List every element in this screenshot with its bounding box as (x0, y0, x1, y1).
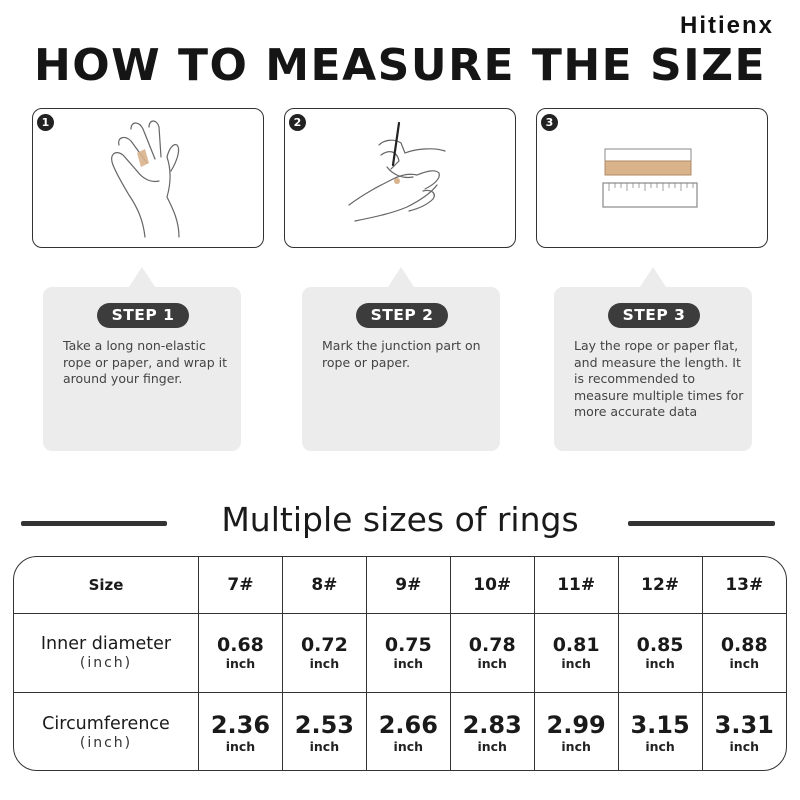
inner-diameter-cell (366, 613, 450, 692)
size-label: 8# (311, 574, 338, 595)
unit-label: inch (729, 738, 760, 754)
circumference-unit-label: (inch) (79, 734, 133, 751)
unit-label: inch (561, 738, 591, 754)
ruler-illustration (537, 109, 769, 249)
step-3-label: STEP 3 (608, 303, 700, 328)
unit-label: inch (309, 738, 340, 754)
size-label: 12# (641, 574, 680, 595)
sizes-heading: Multiple sizes of rings (221, 500, 579, 539)
circumference-value: 2.83 (462, 710, 522, 739)
size-cell (282, 557, 366, 613)
unit-label: inch (561, 656, 591, 671)
step-2-label: STEP 2 (356, 303, 448, 328)
circumference-value: 3.15 (630, 710, 690, 739)
size-label: 10# (473, 574, 512, 595)
step-1-number: 1 (37, 114, 54, 131)
step-1-label: STEP 1 (97, 303, 189, 328)
circumference-label: Circumference (42, 713, 170, 734)
unit-label: inch (477, 738, 507, 754)
circumference-value: 2.36 (210, 710, 271, 739)
step-1-card (43, 287, 241, 451)
circumference-row (14, 692, 786, 771)
inner-diameter-cell (199, 613, 283, 692)
unit-label: inch (225, 738, 256, 754)
step-3-illustration-box (536, 108, 768, 248)
size-label: 9# (395, 574, 422, 595)
circumference-label-cell (14, 692, 199, 771)
step-2-description: Mark the junction part on rope or paper. (322, 338, 481, 370)
step-3-description: Lay the rope or paper flat, and measure the length. It is recommended to measure multiple times for more accurate data (574, 338, 744, 419)
size-header-cell (14, 557, 199, 613)
circumference-cell (618, 692, 702, 771)
size-header: Size (88, 576, 124, 595)
hand-wrap-illustration (33, 109, 265, 249)
circumference-value: 3.31 (714, 710, 774, 739)
circumference-value: 2.99 (546, 710, 606, 739)
size-label: 13# (725, 574, 764, 595)
inner-diameter-value: 0.72 (300, 634, 348, 656)
unit-label: inch (645, 738, 675, 754)
unit-label: inch (729, 656, 760, 671)
inner-diameter-cell (282, 613, 366, 692)
inner-diameter-value: 0.85 (636, 634, 684, 656)
size-cell (534, 557, 618, 613)
size-label: 7# (227, 574, 254, 595)
step-3-card (554, 287, 752, 451)
step-2-number: 2 (289, 114, 306, 131)
inner-diameter-unit-label: (inch) (79, 655, 133, 671)
inner-diameter-cell (702, 613, 786, 692)
circumference-cell (282, 692, 366, 771)
inner-diameter-cell (534, 613, 618, 692)
inner-diameter-label: Inner diameter (40, 634, 172, 654)
circumference-cell (702, 692, 786, 771)
size-cell (199, 557, 283, 613)
step-2-illustration-box (284, 108, 516, 248)
size-cell (450, 557, 534, 613)
step-3-number: 3 (541, 114, 558, 131)
step-1-illustration-box (32, 108, 264, 248)
inner-diameter-value: 0.81 (552, 634, 600, 656)
page-title: HOW TO MEASURE THE SIZE (33, 40, 767, 91)
inner-diameter-value: 0.78 (468, 634, 516, 656)
step-2-card (302, 287, 500, 451)
table-header-row (14, 557, 786, 613)
size-cell (702, 557, 786, 613)
unit-label: inch (309, 656, 340, 671)
inner-diameter-value: 0.68 (217, 634, 264, 656)
circumference-cell (450, 692, 534, 771)
circumference-value: 2.66 (378, 710, 438, 739)
size-label: 11# (557, 574, 596, 595)
unit-label: inch (477, 656, 507, 671)
circumference-cell (534, 692, 618, 771)
inner-diameter-cell (450, 613, 534, 692)
inner-diameter-value: 0.75 (384, 634, 432, 656)
brand-logo: Hitienx (679, 12, 774, 39)
inner-diameter-cell (618, 613, 702, 692)
unit-label: inch (393, 656, 424, 671)
unit-label: inch (645, 656, 675, 671)
unit-label: inch (393, 738, 424, 754)
circumference-value: 2.53 (294, 710, 354, 739)
inner-diameter-row (14, 613, 786, 692)
ring-size-table (13, 556, 787, 771)
step-1-description: Take a long non-elastic rope or paper, and wrap it around your finger. (63, 338, 227, 386)
hand-mark-illustration (285, 109, 517, 249)
circumference-cell (366, 692, 450, 771)
unit-label: inch (225, 656, 256, 671)
circumference-cell (199, 692, 283, 771)
inner-diameter-value: 0.88 (720, 634, 768, 656)
size-cell (366, 557, 450, 613)
inner-diameter-label-cell (14, 613, 199, 692)
size-cell (618, 557, 702, 613)
